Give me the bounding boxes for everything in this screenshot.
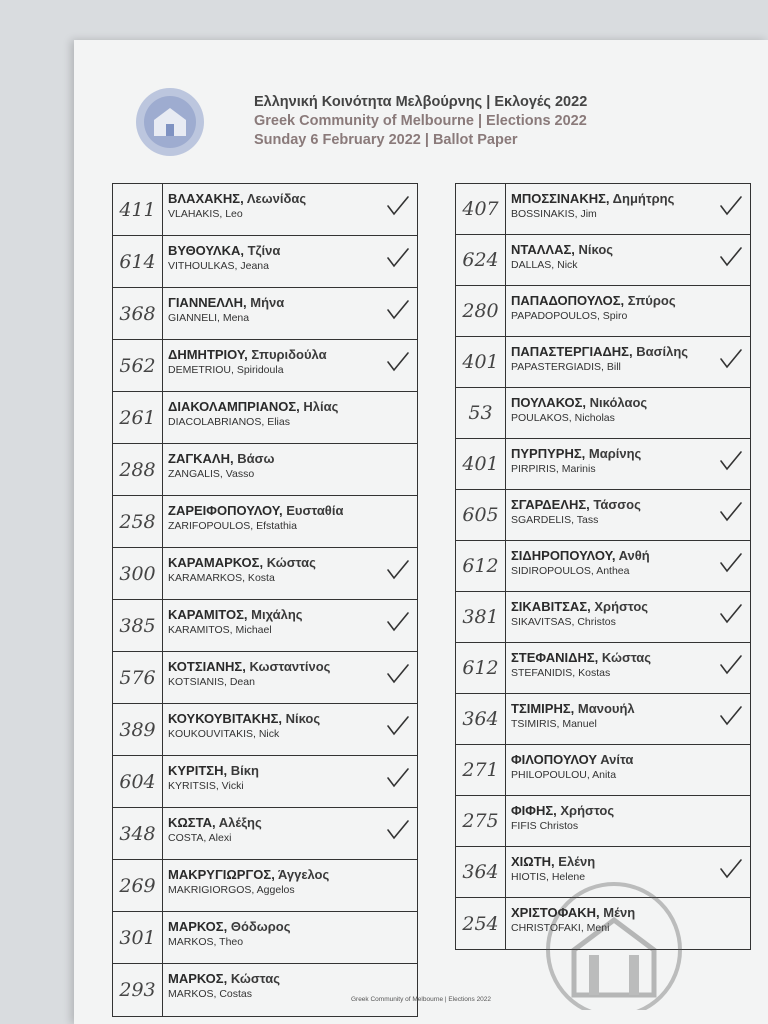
candidate-first-name: Κωσταντίνος <box>249 659 331 674</box>
candidate-english-name: STEFANIDIS, Kostas <box>511 667 611 679</box>
candidate-name <box>506 439 641 489</box>
candidate-first-name: Ηλίας <box>303 399 339 414</box>
candidate-greek-name <box>168 503 343 519</box>
tick-mark-icon <box>718 449 744 473</box>
candidate-greek-name <box>168 555 316 571</box>
candidate-greek-name <box>511 497 641 513</box>
candidate-name <box>506 643 651 693</box>
handwritten-number[interactable]: 364 <box>456 847 506 897</box>
candidate-english-name: ZANGALIS, Vasso <box>168 468 255 480</box>
candidate-english-name: KYRITSIS, Vicki <box>168 780 244 792</box>
handwritten-number[interactable]: 301 <box>113 912 163 963</box>
handwritten-number[interactable]: 411 <box>113 184 163 235</box>
candidate-name <box>163 236 280 287</box>
candidate-greek-name <box>168 711 320 727</box>
candidate-name <box>506 337 688 387</box>
candidate-english-name: SIDIROPOULOS, Anthea <box>511 565 630 577</box>
candidate-english-name: ZARIFOPOULOS, Efstathia <box>168 520 297 532</box>
candidate-greek-name <box>511 701 635 717</box>
candidate-english-name: DEMETRIOU, Spiridoula <box>168 364 284 376</box>
candidates-left-column <box>112 183 418 1017</box>
candidate-row <box>456 592 750 643</box>
candidate-greek-name <box>511 548 650 564</box>
candidate-english-name: TSIMIRIS, Manuel <box>511 718 597 730</box>
tick-mark-icon <box>385 558 411 582</box>
candidate-greek-name <box>168 243 280 259</box>
candidate-surname: ΚΑΡΑΜΑΡΚΟΣ, <box>168 555 264 570</box>
candidate-name <box>506 388 647 438</box>
candidate-name <box>506 235 613 285</box>
candidate-surname: ΣΙΔΗΡΟΠΟΥΛΟΥ, <box>511 548 616 563</box>
handwritten-number[interactable]: 389 <box>113 704 163 755</box>
candidate-row <box>456 439 750 490</box>
candidate-first-name: Κώστας <box>601 650 652 665</box>
candidate-surname: ΝΤΑΛΛΑΣ, <box>511 242 575 257</box>
candidate-name <box>163 496 343 547</box>
candidate-surname: ΠΑΠΑΣΤΕΡΓΙΑΔΗΣ, <box>511 344 633 359</box>
ballot-header <box>254 93 587 150</box>
candidate-surname: ΤΣΙΜΙΡΗΣ, <box>511 701 575 716</box>
handwritten-number[interactable]: 280 <box>456 286 506 336</box>
tick-mark-icon <box>385 350 411 374</box>
handwritten-number[interactable]: 614 <box>113 236 163 287</box>
candidate-row <box>113 444 417 496</box>
candidate-english-name: POULAKOS, Nicholas <box>511 412 615 424</box>
handwritten-number[interactable]: 293 <box>113 964 163 1016</box>
tick-mark-icon <box>385 298 411 322</box>
candidate-english-name: KARAMITOS, Michael <box>168 624 272 636</box>
candidate-surname: ΒΥΘΟΥΛΚΑ, <box>168 243 244 258</box>
candidate-greek-name <box>511 650 651 666</box>
candidate-row <box>456 235 750 286</box>
tick-mark-icon <box>385 766 411 790</box>
candidate-first-name: Τάσσος <box>593 497 641 512</box>
candidate-first-name: Κώστας <box>230 971 280 986</box>
handwritten-number[interactable]: 258 <box>113 496 163 547</box>
candidate-first-name: Βίκη <box>230 763 259 778</box>
tick-mark-icon <box>385 246 411 270</box>
candidate-first-name: Ελένη <box>558 854 596 869</box>
handwritten-number[interactable]: 612 <box>456 643 506 693</box>
candidate-first-name: Μήνα <box>250 295 285 310</box>
candidate-english-name: GIANNELI, Mena <box>168 312 250 324</box>
candidate-name <box>163 288 284 339</box>
candidate-english-name: BOSSINAKIS, Jim <box>511 208 597 220</box>
handwritten-number[interactable]: 269 <box>113 860 163 911</box>
candidate-greek-name <box>511 803 614 819</box>
candidate-english-name: KARAMARKOS, Kosta <box>168 572 275 584</box>
tick-mark-icon <box>718 653 744 677</box>
header-greek-title: Ελληνική Κοινότητα Μελβούρνης | Εκλογές 2022 <box>254 94 588 110</box>
candidate-row <box>456 796 750 847</box>
candidate-first-name: Λεωνίδας <box>246 191 307 206</box>
candidate-english-name: MARKOS, Costas <box>168 988 253 1000</box>
candidate-surname: ΚΥΡΙΤΣΗ, <box>168 763 228 778</box>
tick-mark-icon <box>718 245 744 269</box>
candidate-first-name: Βασίλης <box>636 344 689 359</box>
candidate-surname: ΔΗΜΗΤΡΙΟΥ, <box>168 347 248 362</box>
candidate-english-name: KOTSIANIS, Dean <box>168 676 255 688</box>
header-date: Sunday 6 February 2022 | Ballot Paper <box>254 132 518 148</box>
candidate-greek-name <box>168 971 280 987</box>
candidate-greek-name <box>511 446 641 462</box>
handwritten-number[interactable]: 401 <box>456 337 506 387</box>
candidate-english-name: PHILOPOULOU, Anita <box>511 769 617 781</box>
candidate-name <box>163 444 274 495</box>
handwritten-number[interactable]: 576 <box>113 652 163 703</box>
candidate-name <box>506 592 648 642</box>
candidate-name <box>163 860 329 911</box>
candidate-surname: ΖΑΓΚΑΛΗ, <box>168 451 234 466</box>
candidate-english-name: SIKAVITSAS, Christos <box>511 616 616 628</box>
candidate-name <box>506 541 650 591</box>
tick-mark-icon <box>718 347 744 371</box>
candidate-first-name: Χρήστος <box>594 599 649 614</box>
candidate-first-name: Μιχάλης <box>251 607 303 622</box>
candidate-first-name: Τζίνα <box>247 243 281 258</box>
candidate-surname: ΓΙΑΝΝΕΛΛΗ, <box>168 295 247 310</box>
candidate-name <box>163 912 291 963</box>
candidate-english-name: SGARDELIS, Tass <box>511 514 599 526</box>
candidate-name <box>506 745 633 795</box>
tick-mark-icon <box>385 818 411 842</box>
candidate-first-name: Σπυριδούλα <box>251 347 327 362</box>
candidate-surname: ΚΑΡΑΜΙΤΟΣ, <box>168 607 248 622</box>
candidate-name <box>163 340 327 391</box>
candidate-english-name: VLAHAKIS, Leo <box>168 208 243 220</box>
candidate-surname: ΚΩΣΤΑ, <box>168 815 216 830</box>
candidate-row <box>456 541 750 592</box>
candidate-row <box>456 184 750 235</box>
candidate-name <box>163 704 320 755</box>
candidate-english-name: KOUKOUVITAKIS, Nick <box>168 728 280 740</box>
candidate-greek-name <box>511 191 674 207</box>
candidate-english-name: DALLAS, Nick <box>511 259 578 271</box>
candidate-greek-name <box>168 919 291 935</box>
tick-mark-icon <box>718 602 744 626</box>
candidate-first-name: Βάσω <box>237 451 275 466</box>
candidate-name <box>506 184 674 234</box>
candidate-surname: ΖΑΡΕΙΦΟΠΟΥΛΟΥ, <box>168 503 283 518</box>
handwritten-number[interactable]: 300 <box>113 548 163 599</box>
candidate-row <box>113 808 417 860</box>
candidate-first-name: Θόδωρος <box>230 919 291 934</box>
candidate-row <box>456 388 750 439</box>
candidate-name <box>163 392 338 443</box>
candidate-greek-name <box>168 295 284 311</box>
candidate-name <box>506 490 641 540</box>
candidate-first-name: Άγγελος <box>277 867 330 882</box>
candidate-name <box>163 808 262 859</box>
candidate-row <box>113 652 417 704</box>
handwritten-number[interactable]: 275 <box>456 796 506 846</box>
candidate-surname: ΒΛΑΧΑΚΗΣ, <box>168 191 244 206</box>
candidate-first-name: Ανθή <box>618 548 650 563</box>
candidate-greek-name <box>168 867 329 883</box>
candidate-greek-name <box>168 191 306 207</box>
candidate-row <box>113 392 417 444</box>
candidate-surname: ΚΟΤΣΙΑΝΗΣ, <box>168 659 246 674</box>
candidate-name <box>163 756 259 807</box>
candidate-row <box>113 184 417 236</box>
candidate-english-name: COSTA, Alexi <box>168 832 232 844</box>
candidate-surname: ΧΡΙΣΤΟΦΑΚΗ, <box>511 905 600 920</box>
tick-mark-icon <box>385 662 411 686</box>
candidate-greek-name <box>168 763 259 779</box>
candidate-english-name: VITHOULKAS, Jeana <box>168 260 269 272</box>
candidate-row <box>113 860 417 912</box>
tick-mark-icon <box>385 610 411 634</box>
candidate-row <box>113 704 417 756</box>
candidate-row <box>456 694 750 745</box>
footer-text: Greek Community of Melbourne | Elections 2022 <box>350 996 492 1003</box>
candidate-first-name: Δημήτρης <box>612 191 675 206</box>
header-english-title: Greek Community of Melbourne | Elections 2022 <box>254 113 587 129</box>
candidate-greek-name <box>168 815 262 831</box>
handwritten-number[interactable]: 53 <box>456 388 506 438</box>
candidate-row <box>113 236 417 288</box>
handwritten-number[interactable]: 381 <box>456 592 506 642</box>
tick-mark-icon <box>718 857 744 881</box>
tick-mark-icon <box>718 551 744 575</box>
candidate-english-name: CHRISTOFAKI, Meni <box>511 922 610 934</box>
candidate-english-name: MAKRIGIORGOS, Aggelos <box>168 884 295 896</box>
candidate-surname: ΠΑΠΑΔΟΠΟΥΛΟΣ, <box>511 293 625 308</box>
handwritten-number[interactable]: 624 <box>456 235 506 285</box>
candidate-name <box>163 548 316 599</box>
candidate-row <box>113 964 417 1016</box>
candidate-first-name: Μανουήλ <box>577 701 635 716</box>
tick-mark-icon <box>385 714 411 738</box>
candidate-greek-name <box>168 659 330 675</box>
candidate-english-name: MARKOS, Theo <box>168 936 244 948</box>
candidate-surname: ΠΥΡΠΥΡΗΣ, <box>511 446 586 461</box>
candidate-row <box>456 745 750 796</box>
candidate-surname: ΣΙΚΑΒΙΤΣΑΣ, <box>511 599 591 614</box>
candidate-surname: ΚΟΥΚΟΥΒΙΤΑΚΗΣ, <box>168 711 282 726</box>
candidate-greek-name <box>511 395 647 411</box>
candidate-greek-name <box>168 399 338 415</box>
candidate-row <box>113 756 417 808</box>
candidate-row <box>113 496 417 548</box>
candidate-surname: ΔΙΑΚΟΛΑΜΠΡΙΑΝΟΣ, <box>168 399 300 414</box>
candidate-name <box>506 286 676 336</box>
candidate-row <box>113 600 417 652</box>
candidate-greek-name <box>511 599 648 615</box>
handwritten-number[interactable]: 261 <box>113 392 163 443</box>
candidate-greek-name <box>511 344 688 360</box>
handwritten-number[interactable]: 401 <box>456 439 506 489</box>
candidate-first-name: Ανίτα <box>600 752 634 767</box>
candidate-surname: ΧΙΩΤΗ, <box>511 854 555 869</box>
candidate-first-name: Μαρίνης <box>588 446 642 461</box>
candidate-first-name: Αλέξης <box>218 815 262 830</box>
candidate-row <box>113 912 417 964</box>
handwritten-number[interactable]: 348 <box>113 808 163 859</box>
candidate-english-name: PAPASTERGIADIS, Bill <box>511 361 621 373</box>
candidate-row <box>113 288 417 340</box>
candidate-first-name: Ευσταθία <box>286 503 344 518</box>
handwritten-number[interactable]: 604 <box>113 756 163 807</box>
candidate-greek-name <box>168 607 303 623</box>
candidate-greek-name <box>168 451 274 467</box>
candidate-greek-name <box>511 242 613 258</box>
candidate-row <box>456 337 750 388</box>
candidate-first-name: Μένη <box>603 905 636 920</box>
candidate-english-name: FIFIS Christos <box>511 820 579 832</box>
candidate-surname: ΦΙΦΗΣ, <box>511 803 557 818</box>
handwritten-number[interactable]: 605 <box>456 490 506 540</box>
candidate-surname: ΜΑΡΚΟΣ, <box>168 919 228 934</box>
candidate-first-name: Χρήστος <box>560 803 615 818</box>
candidate-name <box>163 964 280 1016</box>
candidate-greek-name <box>511 854 595 870</box>
candidate-english-name: PIRPIRIS, Marinis <box>511 463 596 475</box>
handwritten-number[interactable]: 562 <box>113 340 163 391</box>
candidate-first-name: Νικόλαος <box>589 395 648 410</box>
community-stamp-icon <box>534 870 694 1010</box>
candidate-surname: ΜΑΚΡΥΓΙΩΡΓΟΣ, <box>168 867 275 882</box>
handwritten-number[interactable]: 368 <box>113 288 163 339</box>
tick-mark-icon <box>385 194 411 218</box>
candidate-surname: ΜΠΟΣΣΙΝΑΚΗΣ, <box>511 191 610 206</box>
handwritten-number[interactable]: 254 <box>456 898 506 949</box>
handwritten-number[interactable]: 385 <box>113 600 163 651</box>
candidate-name <box>506 796 614 846</box>
candidate-row <box>113 548 417 600</box>
candidate-first-name: Κώστας <box>266 555 316 570</box>
tick-mark-icon <box>718 704 744 728</box>
candidate-greek-name <box>511 293 676 309</box>
candidate-surname: ΣΤΕΦΑΝΙΔΗΣ, <box>511 650 599 665</box>
handwritten-number[interactable]: 364 <box>456 694 506 744</box>
community-logo-icon <box>132 86 208 158</box>
candidate-english-name: HIOTIS, Helene <box>511 871 586 883</box>
handwritten-number[interactable]: 288 <box>113 444 163 495</box>
candidate-surname: ΜΑΡΚΟΣ, <box>168 971 228 986</box>
candidate-surname: ΠΟΥΛΑΚΟΣ, <box>511 395 587 410</box>
candidate-name <box>163 652 330 703</box>
candidate-first-name: Νίκος <box>578 242 614 257</box>
candidate-first-name: Σπύρος <box>627 293 676 308</box>
handwritten-number[interactable]: 271 <box>456 745 506 795</box>
candidates-right-column <box>455 183 751 950</box>
candidate-row <box>113 340 417 392</box>
candidate-name <box>163 184 306 235</box>
handwritten-number[interactable]: 612 <box>456 541 506 591</box>
candidate-row <box>456 643 750 694</box>
candidate-surname: ΣΓΑΡΔΕΛΗΣ, <box>511 497 590 512</box>
candidate-english-name: PAPADOPOULOS, Spiro <box>511 310 628 322</box>
tick-mark-icon <box>718 500 744 524</box>
candidate-first-name: Νίκος <box>285 711 321 726</box>
candidate-row <box>456 490 750 541</box>
tick-mark-icon <box>718 194 744 218</box>
candidate-greek-name <box>168 347 327 363</box>
candidate-english-name: DIACOLABRIANOS, Elias <box>168 416 290 428</box>
handwritten-number[interactable]: 407 <box>456 184 506 234</box>
candidate-greek-name <box>511 752 633 768</box>
candidate-surname: ΦΙΛΟΠΟΥΛΟΥ <box>511 752 598 767</box>
candidate-name <box>506 694 635 744</box>
candidate-name <box>163 600 303 651</box>
ballot-paper <box>74 40 768 1024</box>
candidate-row <box>456 286 750 337</box>
